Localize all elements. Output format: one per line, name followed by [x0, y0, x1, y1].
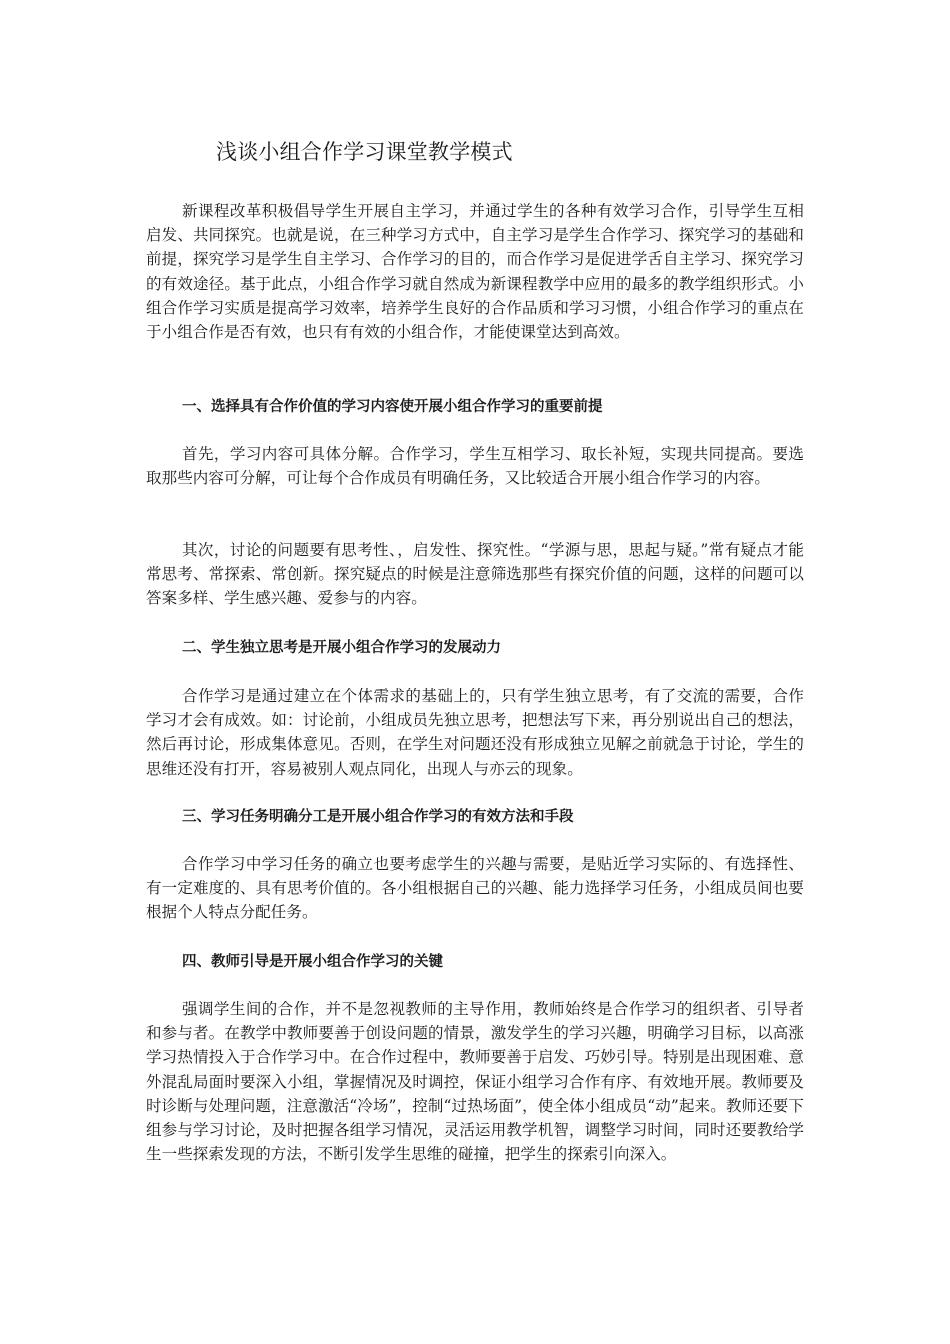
- section-1-paragraph-1: 首先，学习内容可具体分解。合作学习，学生互相学习、取长补短，实现共同提高。要选取那些内容可分解，可让每个合作成员有明确任务，又比较适合开展小组合作学习的内容。: [146, 445, 804, 488]
- section-1-paragraph-2: 其次，讨论的问题要有思考性、，启发性、探究性。“学源与思，思起与疑。”常有疑点才能常思考、常探索、常创新。探究疑点的时候是注意筛选那些有探究价值的问题，这样的问题可以答案多样、学生感兴趣、爱参与的内容。: [146, 541, 804, 608]
- section-2-paragraph-1: 合作学习是通过建立在个体需求的基础上的，只有学生独立思考，有了交流的需要，合作学习才会有成效。如：讨论前，小组成员先独立思考，把想法写下来，再分别说出自己的想法，然后再讨论，形成集体意见。否则，在学生对问题还没有形成独立见解之前就急于讨论，学生的思维还没有打开，容易被别人观点同化，出现人与亦云的现象。: [146, 687, 804, 778]
- section-heading-3: 三、学习任务明确分工是开展小组合作学习的有效方法和手段: [182, 809, 574, 825]
- section-3-paragraph-1: 合作学习中学习任务的确立也要考虑学生的兴趣与需要，是贴近学习实际的、有选择性、有一定难度的、具有思考价值的。各小组根据自己的兴趣、能力选择学习任务，小组成员间也要根据个人特点分配任务。: [146, 855, 804, 922]
- document-title: 浅谈小组合作学习课堂教学模式: [216, 140, 513, 164]
- section-heading-2: 二、学生独立思考是开展小组合作学习的发展动力: [182, 640, 501, 656]
- section-4-paragraph-1: 强调学生间的合作，并不是忽视教师的主导作用，教师始终是合作学习的组织者、引导者和参与者。在教学中教师要善于创设问题的情景，激发学生的学习兴趣，明确学习目标，以高涨学习热情投入于合作学习中。在合作过程中，教师要善于启发、巧妙引导。特别是出现困难、意外混乱局面时要深入小组，掌握情况及时调控，保证小组学习合作有序、有效地开展。教师要及时诊断与处理问题，注意激活“冷场”，控制“过热场面”，使全体小组成员“动”起来。教师还要下组参与学习讨论，及时把握各组学习情况，灵活运用教学机智，调整学习时间，同时还要教给学生一些探索发现的方法，不断引发学生思维的碰撞，把学生的探索引向深入。: [146, 1000, 804, 1164]
- intro-paragraph: 新课程改革积极倡导学生开展自主学习，并通过学生的各种有效学习合作，引导学生互相启发、共同探究。也就是说，在三种学习方式中，自主学习是学生合作学习、探究学习的基础和前提，探究学习是学生自主学习、合作学习的目的，而合作学习是促进学舌自主学习、探究学习的有效途径。基于此点，小组合作学习就自然成为新课程教学中应用的最多的教学组织形式。小组合作学习实质是提高学习效率，培养学生良好的合作品质和学习习惯，小组合作学习的重点在于小组合作是否有效，也只有有效的小组合作，才能使课堂达到高效。: [146, 202, 804, 342]
- section-heading-4: 四、教师引导是开展小组合作学习的关键: [182, 954, 443, 970]
- section-heading-1: 一、选择具有合作价值的学习内容使开展小组合作学习的重要前提: [182, 399, 603, 415]
